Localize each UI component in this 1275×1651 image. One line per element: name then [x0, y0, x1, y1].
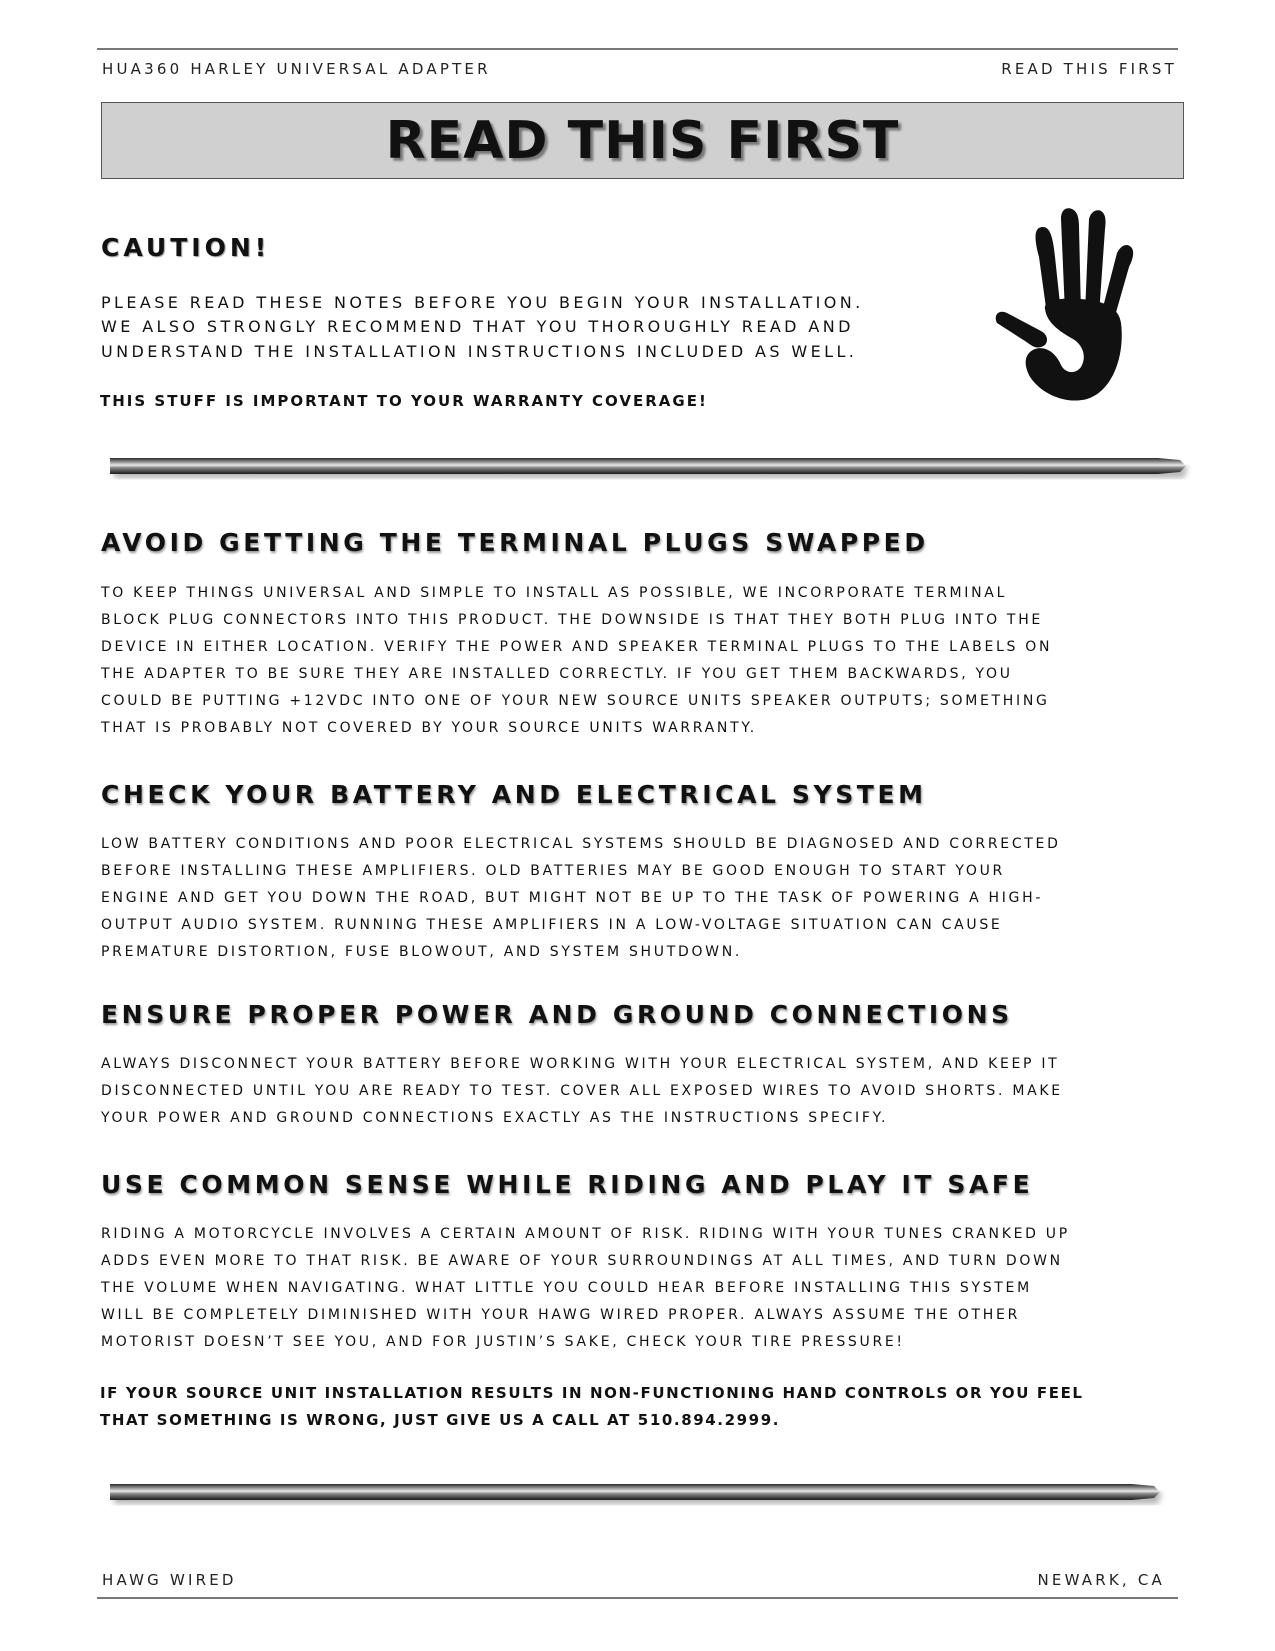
section-text-line: LOW BATTERY CONDITIONS AND POOR ELECTRICAL SYSTEMS SHOULD BE DIAGNOSED AND CORRECTED — [101, 836, 1061, 852]
section-text-line: THE VOLUME WHEN NAVIGATING. WHAT LITTLE YOU COULD HEAR BEFORE INSTALLING THIS SYSTEM — [101, 1280, 1032, 1296]
section-text-line: COULD BE PUTTING +12VDC INTO ONE OF YOUR NEW SOURCE UNITS SPEAKER OUTPUTS; SOMETHING — [101, 693, 1050, 709]
warranty-warning: THIS STUFF IS IMPORTANT TO YOUR WARRANTY COVERAGE! — [100, 392, 708, 410]
hand-stop-icon — [995, 205, 1170, 410]
caution-line: UNDERSTAND THE INSTALLATION INSTRUCTIONS INCLUDED AS WELL. — [101, 342, 858, 361]
section-text-line: ADDS EVEN MORE TO THAT RISK. BE AWARE OF YOUR SURROUNDINGS AT ALL TIMES, AND TURN DOWN — [101, 1253, 1063, 1269]
chrome-divider — [108, 1478, 1170, 1512]
section-text-line: ALWAYS DISCONNECT YOUR BATTERY BEFORE WORKING WITH YOUR ELECTRICAL SYSTEM, AND KEEP IT — [101, 1056, 1060, 1072]
section-text-line: BEFORE INSTALLING THESE AMPLIFIERS. OLD BATTERIES MAY BE GOOD ENOUGH TO START YOUR — [101, 863, 1005, 879]
section-text-line: THAT IS PROBABLY NOT COVERED BY YOUR SOURCE UNITS WARRANTY. — [101, 720, 757, 736]
section-text-line: TO KEEP THINGS UNIVERSAL AND SIMPLE TO INSTALL AS POSSIBLE, WE INCORPORATE TERMINAL — [101, 585, 1008, 601]
header-product-name: HUA360 HARLEY UNIVERSAL ADAPTER — [102, 60, 491, 78]
section-heading-riding-safety: USE COMMON SENSE WHILE RIDING AND PLAY IT SAFE — [101, 1170, 1034, 1199]
chrome-divider — [108, 452, 1198, 486]
section-text-line: WILL BE COMPLETELY DIMINISHED WITH YOUR HAWG WIRED PROPER. ALWAYS ASSUME THE OTHER — [101, 1307, 1020, 1323]
section-heading-battery: CHECK YOUR BATTERY AND ELECTRICAL SYSTEM — [101, 780, 927, 809]
section-text-line: MOTORIST DOESN’T SEE YOU, AND FOR JUSTIN’S SAKE, CHECK YOUR TIRE PRESSURE! — [101, 1334, 905, 1350]
closing-note-line: IF YOUR SOURCE UNIT INSTALLATION RESULTS IN NON-FUNCTIONING HAND CONTROLS OR YOU FEEL — [100, 1384, 1084, 1402]
section-text-line: YOUR POWER AND GROUND CONNECTIONS EXACTLY AS THE INSTRUCTIONS SPECIFY. — [101, 1110, 889, 1126]
footer-company: HAWG WIRED — [102, 1571, 237, 1589]
footer-rule — [97, 1597, 1178, 1599]
caution-line: PLEASE READ THESE NOTES BEFORE YOU BEGIN YOUR INSTALLATION. — [101, 293, 864, 312]
section-text-line: THE ADAPTER TO BE SURE THEY ARE INSTALLED CORRECTLY. IF YOU GET THEM BACKWARDS, YOU — [101, 666, 1013, 682]
caution-line: WE ALSO STRONGLY RECOMMEND THAT YOU THOROUGHLY READ AND — [101, 317, 854, 336]
section-text-line: RIDING A MOTORCYCLE INVOLVES A CERTAIN AMOUNT OF RISK. RIDING WITH YOUR TUNES CRANKED UP — [101, 1226, 1070, 1242]
title-banner — [101, 102, 1184, 179]
section-text-line: OUTPUT AUDIO SYSTEM. RUNNING THESE AMPLIFIERS IN A LOW-VOLTAGE SITUATION CAN CAUSE — [101, 917, 1003, 933]
footer-location: NEWARK, CA — [1037, 1571, 1165, 1589]
section-text-line: ENGINE AND GET YOU DOWN THE ROAD, BUT MIGHT NOT BE UP TO THE TASK OF POWERING A HIGH- — [101, 890, 1044, 906]
header-doc-title: READ THIS FIRST — [1001, 60, 1177, 78]
section-heading-terminal-plugs: AVOID GETTING THE TERMINAL PLUGS SWAPPED — [101, 528, 929, 557]
closing-note-line: THAT SOMETHING IS WRONG, JUST GIVE US A CALL AT 510.894.2999. — [100, 1411, 781, 1429]
section-text-line: DISCONNECTED UNTIL YOU ARE READY TO TEST. COVER ALL EXPOSED WIRES TO AVOID SHORTS. MAKE — [101, 1083, 1063, 1099]
caution-heading: CAUTION! — [101, 233, 271, 262]
section-text-line: BLOCK PLUG CONNECTORS INTO THIS PRODUCT. THE DOWNSIDE IS THAT THEY BOTH PLUG INTO THE — [101, 612, 1043, 628]
section-text-line: PREMATURE DISTORTION, FUSE BLOWOUT, AND SYSTEM SHUTDOWN. — [101, 944, 743, 960]
page-title: READ THIS FIRST — [385, 111, 900, 171]
header-rule — [97, 48, 1178, 50]
section-text-line: DEVICE IN EITHER LOCATION. VERIFY THE POWER AND SPEAKER TERMINAL PLUGS TO THE LABELS ON — [101, 639, 1053, 655]
section-heading-power-ground: ENSURE PROPER POWER AND GROUND CONNECTIONS — [101, 1000, 1013, 1029]
